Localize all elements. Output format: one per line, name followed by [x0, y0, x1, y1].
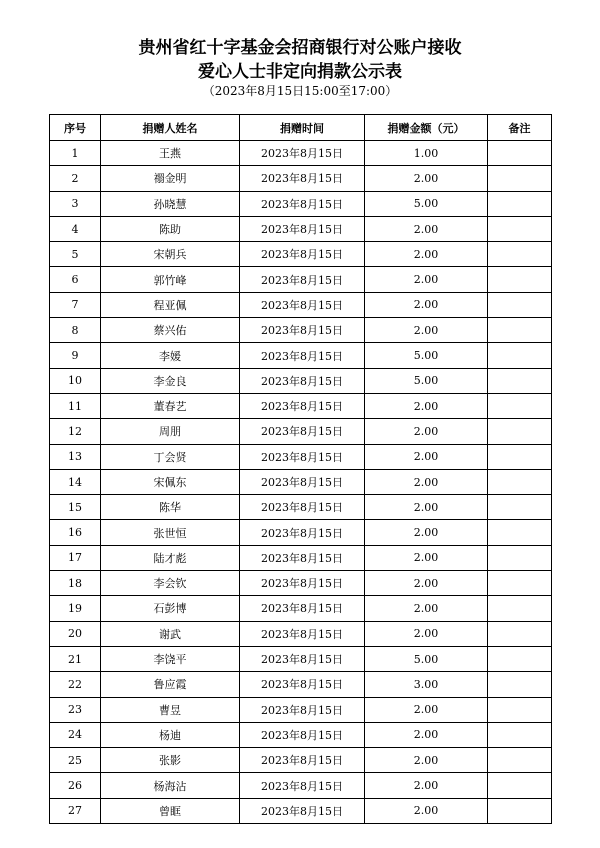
cell-donation-amount: 2.00 [365, 444, 488, 469]
cell-donor-name: 丁会贤 [101, 444, 240, 469]
cell-donation-amount: 2.00 [365, 596, 488, 621]
cell-remarks [488, 267, 552, 292]
cell-donor-name: 李媛 [101, 343, 240, 368]
cell-donor-name: 陈助 [101, 216, 240, 241]
cell-remarks [488, 621, 552, 646]
cell-donor-name: 曹昱 [101, 697, 240, 722]
cell-serial-number: 14 [50, 469, 101, 494]
table-row [50, 141, 552, 166]
cell-donation-time: 2023年8月15日 [240, 141, 365, 166]
cell-serial-number: 26 [50, 773, 101, 798]
table-header-row [50, 115, 552, 141]
cell-serial-number: 9 [50, 343, 101, 368]
cell-remarks [488, 596, 552, 621]
cell-remarks [488, 571, 552, 596]
table-row [50, 798, 552, 823]
cell-serial-number: 19 [50, 596, 101, 621]
cell-serial-number: 11 [50, 393, 101, 418]
cell-serial-number: 13 [50, 444, 101, 469]
cell-donation-amount: 2.00 [365, 292, 488, 317]
cell-serial-number: 27 [50, 798, 101, 823]
cell-donation-time: 2023年8月15日 [240, 545, 365, 570]
cell-donation-time: 2023年8月15日 [240, 672, 365, 697]
cell-remarks [488, 393, 552, 418]
cell-remarks [488, 722, 552, 747]
cell-serial-number: 7 [50, 292, 101, 317]
cell-donor-name: 宋佩东 [101, 469, 240, 494]
cell-donor-name: 石彭博 [101, 596, 240, 621]
table-row [50, 318, 552, 343]
cell-donation-amount: 3.00 [365, 672, 488, 697]
cell-remarks [488, 318, 552, 343]
cell-serial-number: 25 [50, 748, 101, 773]
cell-donor-name: 周朋 [101, 419, 240, 444]
header-serial-number: 序号 [50, 115, 101, 141]
cell-donation-time: 2023年8月15日 [240, 697, 365, 722]
cell-donation-amount: 2.00 [365, 469, 488, 494]
cell-donation-time: 2023年8月15日 [240, 242, 365, 267]
table-row [50, 469, 552, 494]
table-row [50, 368, 552, 393]
cell-donation-amount: 2.00 [365, 545, 488, 570]
cell-donation-amount: 5.00 [365, 191, 488, 216]
cell-donor-name: 李饶平 [101, 646, 240, 671]
cell-donation-time: 2023年8月15日 [240, 368, 365, 393]
cell-donor-name: 程亚佩 [101, 292, 240, 317]
cell-donor-name: 杨海沾 [101, 773, 240, 798]
cell-donation-amount: 5.00 [365, 343, 488, 368]
cell-donation-time: 2023年8月15日 [240, 722, 365, 747]
cell-donation-time: 2023年8月15日 [240, 469, 365, 494]
table-row [50, 621, 552, 646]
cell-donation-amount: 2.00 [365, 571, 488, 596]
cell-donor-name: 李会钦 [101, 571, 240, 596]
cell-remarks [488, 697, 552, 722]
cell-donation-amount: 2.00 [365, 166, 488, 191]
cell-donation-time: 2023年8月15日 [240, 444, 365, 469]
table-row [50, 571, 552, 596]
table-row [50, 596, 552, 621]
cell-donation-amount: 5.00 [365, 646, 488, 671]
table-row [50, 773, 552, 798]
cell-donor-name: 陈华 [101, 495, 240, 520]
header-donation-time: 捐赠时间 [240, 115, 365, 141]
cell-donor-name: 孙晓慧 [101, 191, 240, 216]
cell-remarks [488, 141, 552, 166]
cell-donation-time: 2023年8月15日 [240, 343, 365, 368]
table-row [50, 419, 552, 444]
table-row [50, 545, 552, 570]
cell-serial-number: 23 [50, 697, 101, 722]
document-title-line-1: 贵州省红十字基金会招商银行对公账户接收 [138, 38, 462, 58]
cell-remarks [488, 242, 552, 267]
table-row [50, 191, 552, 216]
cell-remarks [488, 292, 552, 317]
cell-donor-name: 董春艺 [101, 393, 240, 418]
cell-donation-amount: 2.00 [365, 242, 488, 267]
cell-donation-amount: 2.00 [365, 419, 488, 444]
cell-remarks [488, 646, 552, 671]
cell-donation-time: 2023年8月15日 [240, 748, 365, 773]
cell-donation-time: 2023年8月15日 [240, 393, 365, 418]
table-row [50, 292, 552, 317]
cell-donation-time: 2023年8月15日 [240, 191, 365, 216]
cell-serial-number: 1 [50, 141, 101, 166]
cell-donation-time: 2023年8月15日 [240, 773, 365, 798]
cell-donation-time: 2023年8月15日 [240, 166, 365, 191]
table-row [50, 722, 552, 747]
cell-serial-number: 18 [50, 571, 101, 596]
cell-donation-time: 2023年8月15日 [240, 646, 365, 671]
cell-donation-time: 2023年8月15日 [240, 292, 365, 317]
cell-serial-number: 5 [50, 242, 101, 267]
table-row [50, 520, 552, 545]
cell-donor-name: 谢武 [101, 621, 240, 646]
cell-donor-name: 杨迪 [101, 722, 240, 747]
cell-donation-time: 2023年8月15日 [240, 495, 365, 520]
cell-donation-time: 2023年8月15日 [240, 318, 365, 343]
cell-remarks [488, 419, 552, 444]
cell-serial-number: 4 [50, 216, 101, 241]
cell-serial-number: 15 [50, 495, 101, 520]
cell-donation-time: 2023年8月15日 [240, 267, 365, 292]
table-row [50, 216, 552, 241]
cell-serial-number: 6 [50, 267, 101, 292]
table-row [50, 672, 552, 697]
header-remarks: 备注 [488, 115, 552, 141]
cell-remarks [488, 545, 552, 570]
cell-serial-number: 20 [50, 621, 101, 646]
table-row [50, 748, 552, 773]
cell-donation-amount: 5.00 [365, 368, 488, 393]
cell-donation-time: 2023年8月15日 [240, 520, 365, 545]
cell-remarks [488, 166, 552, 191]
cell-donation-amount: 2.00 [365, 495, 488, 520]
cell-donation-time: 2023年8月15日 [240, 798, 365, 823]
cell-serial-number: 3 [50, 191, 101, 216]
table-row [50, 242, 552, 267]
table-row [50, 697, 552, 722]
cell-remarks [488, 672, 552, 697]
donation-table [49, 114, 552, 824]
cell-donation-amount: 2.00 [365, 697, 488, 722]
cell-donation-amount: 2.00 [365, 267, 488, 292]
cell-donor-name: 张世恒 [101, 520, 240, 545]
cell-donation-amount: 1.00 [365, 141, 488, 166]
cell-serial-number: 12 [50, 419, 101, 444]
cell-donation-amount: 2.00 [365, 318, 488, 343]
cell-remarks [488, 469, 552, 494]
cell-donation-amount: 2.00 [365, 748, 488, 773]
cell-donor-name: 宋朝兵 [101, 242, 240, 267]
cell-donor-name: 李金良 [101, 368, 240, 393]
cell-serial-number: 21 [50, 646, 101, 671]
cell-serial-number: 16 [50, 520, 101, 545]
cell-donation-amount: 2.00 [365, 520, 488, 545]
table-row [50, 495, 552, 520]
cell-remarks [488, 343, 552, 368]
cell-donation-time: 2023年8月15日 [240, 419, 365, 444]
cell-remarks [488, 368, 552, 393]
cell-donation-amount: 2.00 [365, 798, 488, 823]
cell-donation-amount: 2.00 [365, 216, 488, 241]
document-title-line-2: 爱心人士非定向捐款公示表 [198, 62, 402, 82]
table-row [50, 166, 552, 191]
cell-serial-number: 24 [50, 722, 101, 747]
cell-donor-name: 张影 [101, 748, 240, 773]
cell-donation-time: 2023年8月15日 [240, 216, 365, 241]
table-row [50, 393, 552, 418]
cell-donor-name: 郭竹峰 [101, 267, 240, 292]
cell-serial-number: 8 [50, 318, 101, 343]
cell-donor-name: 蔡兴佑 [101, 318, 240, 343]
cell-remarks [488, 495, 552, 520]
cell-donor-name: 陆才彪 [101, 545, 240, 570]
header-donation-amount: 捐赠金额（元） [365, 115, 488, 141]
cell-remarks [488, 798, 552, 823]
cell-donation-time: 2023年8月15日 [240, 571, 365, 596]
cell-remarks [488, 773, 552, 798]
table-row [50, 646, 552, 671]
cell-donation-amount: 2.00 [365, 393, 488, 418]
cell-serial-number: 22 [50, 672, 101, 697]
cell-donation-amount: 2.00 [365, 621, 488, 646]
cell-donor-name: 王燕 [101, 141, 240, 166]
cell-remarks [488, 520, 552, 545]
cell-donor-name: 鲁应霞 [101, 672, 240, 697]
document-subtitle-period: （2023年8月15日15:00至17:00） [202, 84, 398, 98]
cell-donation-time: 2023年8月15日 [240, 596, 365, 621]
cell-remarks [488, 748, 552, 773]
cell-donation-time: 2023年8月15日 [240, 621, 365, 646]
cell-donor-name: 禤金明 [101, 166, 240, 191]
table-row [50, 444, 552, 469]
cell-remarks [488, 191, 552, 216]
cell-remarks [488, 216, 552, 241]
cell-serial-number: 2 [50, 166, 101, 191]
cell-donor-name: 曾眶 [101, 798, 240, 823]
table-row [50, 267, 552, 292]
cell-remarks [488, 444, 552, 469]
header-donor-name: 捐赠人姓名 [101, 115, 240, 141]
table-row [50, 343, 552, 368]
cell-donation-amount: 2.00 [365, 722, 488, 747]
cell-serial-number: 17 [50, 545, 101, 570]
cell-donation-amount: 2.00 [365, 773, 488, 798]
cell-serial-number: 10 [50, 368, 101, 393]
